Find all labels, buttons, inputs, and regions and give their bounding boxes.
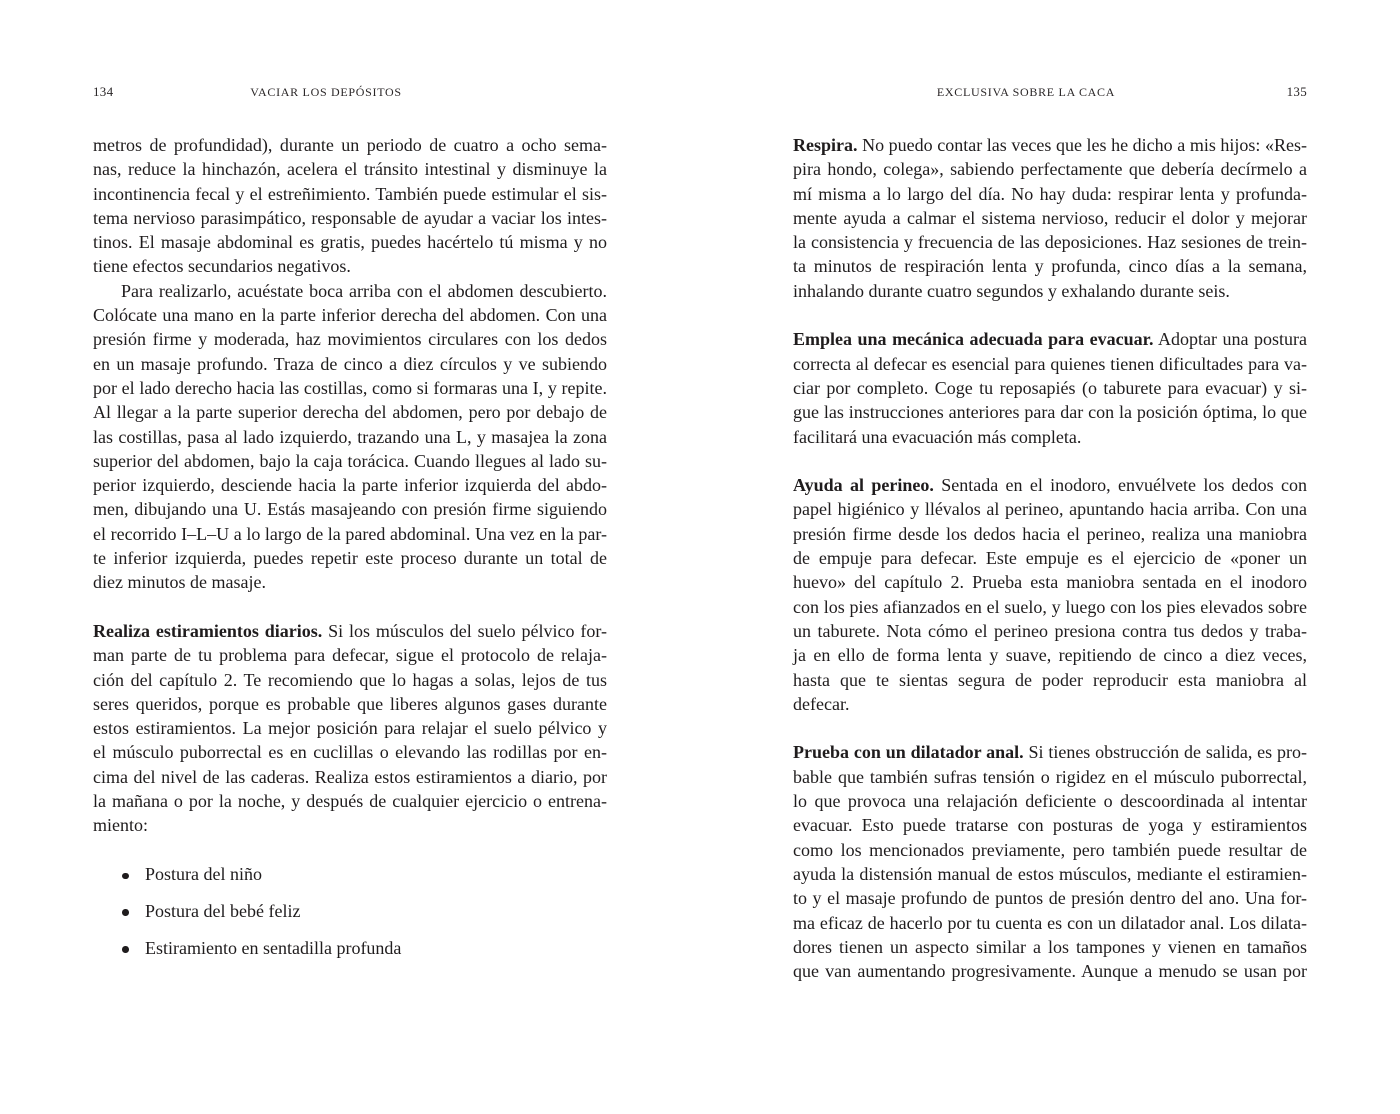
text-line xyxy=(793,133,1307,157)
text-line: las costillas, pasa al lado izquierdo, trazando una L, y masajea la zona xyxy=(93,426,607,447)
list-item-label: Estiramiento en sentadilla profunda xyxy=(145,937,402,958)
text-run: Si tienes obstrucción de salida, es pro- xyxy=(1028,742,1307,763)
text-line: seres queridos, porque es probable que liberes algunos gases durante xyxy=(93,693,607,714)
text-line: correcta al defecar es esencial para quienes tienen dificultades para va- xyxy=(793,353,1307,374)
text-line: en un masaje profundo. Traza de cinco a diez círculos y ve subiendo xyxy=(93,353,607,374)
text-line: metros de profundidad), durante un periodo de cuatro a ocho sema- xyxy=(93,135,607,155)
text-line: ción del capítulo 2. Te recomiendo que lo hagas a solas, lejos de tus xyxy=(93,669,607,690)
run-in-heading: Emplea una mecánica adecuada para evacuar. xyxy=(793,329,1154,350)
page-number: 134 xyxy=(93,84,114,99)
text-line: ja en ello de forma lenta y suave, repitiendo de cinco a diez veces, xyxy=(793,645,1307,666)
text-line: tema nervioso parasimpático, responsable de ayudar a vaciar los intes- xyxy=(93,207,607,228)
text-line xyxy=(793,740,1307,764)
list-item xyxy=(93,862,607,886)
bullet-icon xyxy=(122,873,129,880)
page-number: 135 xyxy=(1286,84,1307,99)
text-line: gue las instrucciones anteriores para dar con la posición óptima, lo que xyxy=(793,402,1307,423)
running-head: EXCLUSIVA SOBRE LA CACA xyxy=(936,85,1116,99)
text-line: te inferior izquierda, puedes repetir este proceso durante un total de xyxy=(93,548,607,569)
text-line: nas, reduce la hinchazón, acelera el tránsito intestinal y disminuye la xyxy=(93,159,607,180)
paragraph xyxy=(93,279,607,595)
text-line: lo que provoca una relajación deficiente o descoordinada al intentar xyxy=(793,791,1307,812)
text-line: to y el masaje profundo de puntos de presión dentro del ano. Una for- xyxy=(793,888,1307,909)
text-line: bable que también sufras tensión o rigidez en el músculo puborrectal, xyxy=(793,766,1307,787)
text-line: inhalando durante cuatro segundos y exhalando durante seis. xyxy=(793,280,1230,301)
text-line xyxy=(793,473,1307,497)
text-line: huevo» del capítulo 2. Prueba esta maniobra sentada en el inodoro xyxy=(793,572,1307,593)
text-run: Adoptar una postura xyxy=(1157,329,1307,350)
left-page-body xyxy=(93,133,607,973)
text-line: miento: xyxy=(93,815,148,836)
text-line: men, dibujando una U. Estás masajeando con presión firme siguiendo xyxy=(93,499,607,520)
text-line: con los pies afianzados en el suelo, y luego con los pies elevados sobre xyxy=(793,596,1307,617)
text-run: Si los músculos del suelo pélvico for- xyxy=(328,620,608,641)
text-line: un taburete. Nota cómo el perineo presiona contra tus dedos y traba- xyxy=(793,620,1307,641)
text-line: Colócate una mano en la parte inferior derecha del abdomen. Con una xyxy=(93,305,607,326)
paragraph xyxy=(93,133,607,279)
section-breathing xyxy=(793,133,1307,303)
section-stretches xyxy=(93,619,607,838)
section-dilator xyxy=(793,740,1307,983)
text-line: por el lado derecho hacia las costillas, como si formaras una I, y repite. xyxy=(93,377,607,398)
text-line: ayuda la distensión manual de estos músculos, mediante el estiramien- xyxy=(793,863,1307,884)
text-line: presión firme desde los dedos hacia el perineo, realiza una maniobra xyxy=(793,523,1307,544)
text-line: estos estiramientos. La mejor posición para relajar el suelo pélvico y xyxy=(93,718,607,739)
text-line: el recorrido I–L–U a lo largo de la pared abdominal. Una vez en la par- xyxy=(93,523,607,544)
text-line: cima del nivel de las caderas. Realiza estos estiramientos a diario, por xyxy=(93,766,607,787)
text-line: papel higiénico y llévalos al perineo, apuntando hacia arriba. Con una xyxy=(793,499,1307,520)
text-line: facilitará una evacuación más completa. xyxy=(793,426,1082,447)
text-line: presión firme y moderada, haz movimientos circulares con los dedos xyxy=(93,329,607,350)
text-line: Al llegar a la parte superior derecha del abdomen, pero por debajo de xyxy=(93,402,607,423)
text-run: Sentada en el inodoro, envuélvete los dedos con xyxy=(941,475,1307,496)
text-line: defecar. xyxy=(793,693,850,714)
text-line: superior del abdomen, bajo la caja torácica. Cuando llegues al lado su- xyxy=(93,450,607,471)
text-line: ma eficaz de hacerlo por tu cuenta es con un dilatador anal. Los dilata- xyxy=(793,912,1307,933)
bullet-icon xyxy=(122,909,129,916)
text-line: de empuje para defecar. Este empuje es el ejercicio de «poner un xyxy=(793,548,1307,569)
section-mechanics xyxy=(793,327,1307,448)
text-line: tiene efectos secundarios negativos. xyxy=(93,256,351,277)
text-line: la consistencia y frecuencia de las deposiciones. Haz sesiones de trein- xyxy=(793,232,1307,253)
text-line: evacuar. Esto puede tratarse con posturas de yoga y estiramientos xyxy=(793,815,1307,836)
right-page-body xyxy=(793,133,1307,983)
text-line: tinos. El masaje abdominal es gratis, puedes hacértelo tú misma y no xyxy=(93,232,607,253)
text-line: dores tienen un aspecto similar a los tampones y vienen en tamaños xyxy=(793,936,1307,957)
text-line: perior izquierdo, desciende hacia la parte inferior izquierda del abdo- xyxy=(93,475,607,496)
list-item xyxy=(93,936,607,960)
run-in-heading: Prueba con un dilatador anal. xyxy=(793,742,1024,763)
text-line: Para realizarlo, acuéstate boca arriba con el abdomen descubierto. xyxy=(121,280,607,301)
run-in-heading: Respira. xyxy=(793,135,858,155)
run-in-heading: Ayuda al perineo. xyxy=(793,475,934,496)
running-head: VACIAR LOS DEPÓSITOS xyxy=(250,85,402,99)
text-line: incontinencia fecal y el estreñimiento. También puede estimular el sis- xyxy=(93,183,607,204)
list-item-label: Postura del niño xyxy=(145,863,262,884)
text-line: que van aumentando progresivamente. Aunque a menudo se usan por xyxy=(793,961,1307,982)
bullet-list xyxy=(93,862,607,960)
text-line: man parte de tu problema para defecar, sigue el protocolo de relaja- xyxy=(93,645,607,666)
text-line: diez minutos de masaje. xyxy=(93,572,266,593)
text-line: mí misma a lo largo del día. No hay duda: respirar lenta y profunda- xyxy=(793,183,1307,204)
text-line: el músculo puborrectal es en cuclillas o elevando las rodillas por en- xyxy=(93,742,607,763)
text-line xyxy=(793,327,1307,351)
text-line: mente ayuda a calmar el sistema nervioso, reducir el dolor y mejorar xyxy=(793,207,1307,228)
text-line: pira hondo, colega», sabiendo perfectamente que debería decírmelo a xyxy=(793,159,1307,180)
text-line xyxy=(93,619,607,643)
run-in-heading: Realiza estiramientos diarios. xyxy=(93,620,323,641)
text-line: ta minutos de respiración lenta y profunda, cinco días a la semana, xyxy=(793,256,1307,277)
text-line: como los mencionados previamente, pero también puede resultar de xyxy=(793,839,1307,860)
bullet-icon xyxy=(122,946,129,953)
list-item xyxy=(93,899,607,923)
section-perineum xyxy=(793,473,1307,716)
list-item-label: Postura del bebé feliz xyxy=(145,900,301,921)
text-line: hasta que te sientas segura de poder reproducir esta maniobra al xyxy=(793,669,1307,690)
text-run: No puedo contar las veces que les he dicho a mis hijos: «Res- xyxy=(862,135,1307,155)
text-line: ciar por completo. Coge tu reposapiés (o taburete para evacuar) y si- xyxy=(793,377,1307,398)
text-line: la mañana o por la noche, y después de cualquier ejercicio o entrena- xyxy=(93,791,607,812)
